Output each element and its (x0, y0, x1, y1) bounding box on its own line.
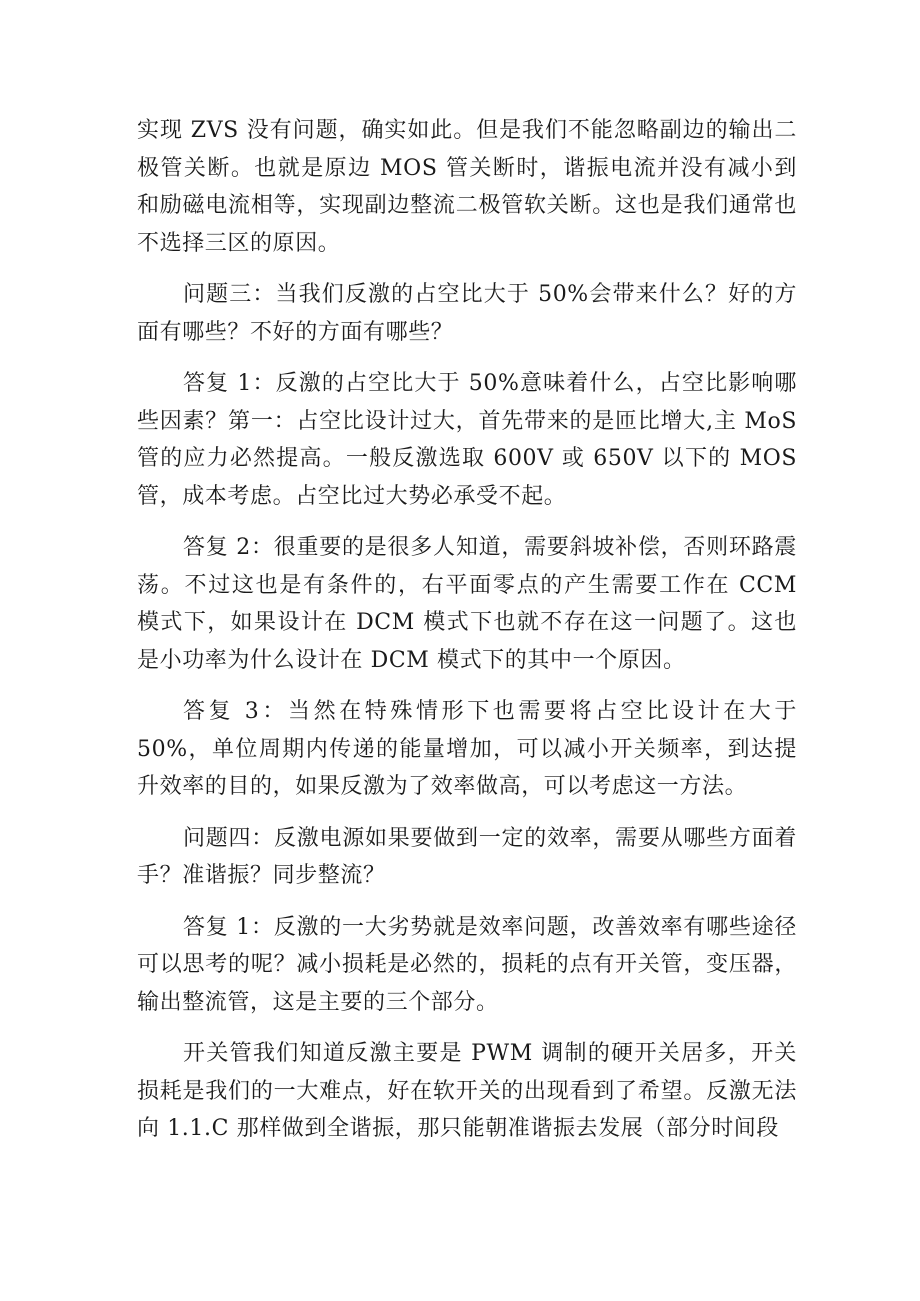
paragraph-answer-1: 答复 1：反激的占空比大于 50%意味着什么，占空比影响哪些因素？第一：占空比设计过大，首先带来的是匝比增大,主 MoS 管的应力必然提高。一般反激选取 600V 或 650V 以下的 MOS 管，成本考虑。占空比过大势必承受不起。 (137, 371, 797, 509)
paragraph-answer-3: 答复 3：当然在特殊情形下也需要将占空比设计在大于 50%，单位周期内传递的能量增加，可以减小开关频率，到达提升效率的目的，如果反激为了效率做高，可以考虑这一方法。 (137, 699, 797, 799)
paragraph-answer-1-q4: 答复 1：反激的一大劣势就是效率问题，改善效率有哪些途径可以思考的呢？减小损耗是必然的，损耗的点有开关管，变压器，输出整流管，这是主要的三个部分。 (137, 914, 797, 1015)
paragraph-answer-2: 答复 2：很重要的是很多人知道，需要斜坡补偿，否则环路震荡。不过这也是有条件的，右平面零点的产生需要工作在 CCM 模式下，如果设计在 DCM 模式下也就不存在这一问题了。这也是小功率为什么设计在 DCM 模式下的其中一个原因。 (137, 535, 797, 673)
paragraph-question-4: 问题四：反激电源如果要做到一定的效率，需要从哪些方面着手？准谐振？同步整流？ (137, 825, 797, 888)
paragraph-1: 实现 ZVS 没有问题，确实如此。但是我们不能忽略副边的输出二极管关断。也就是原边 MOS 管关断时，谐振电流并没有减小到和励磁电流相等，实现副边整流二极管软关断。这也是我们通常也不选择三区的原因。 (137, 118, 797, 256)
paragraph-switch-tube: 开关管我们知道反激主要是 PWM 调制的硬开关居多，开关损耗是我们的一大难点，好在软开关的出现看到了希望。反激无法向 1.1.C 那样做到全谐振，那只能朝准谐振去发展（部分时间段 (137, 1041, 797, 1141)
paragraph-question-3: 问题三：当我们反激的占空比大于 50%会带来什么？好的方面有哪些？不好的方面有哪些？ (137, 282, 797, 345)
document-page (137, 112, 797, 1162)
